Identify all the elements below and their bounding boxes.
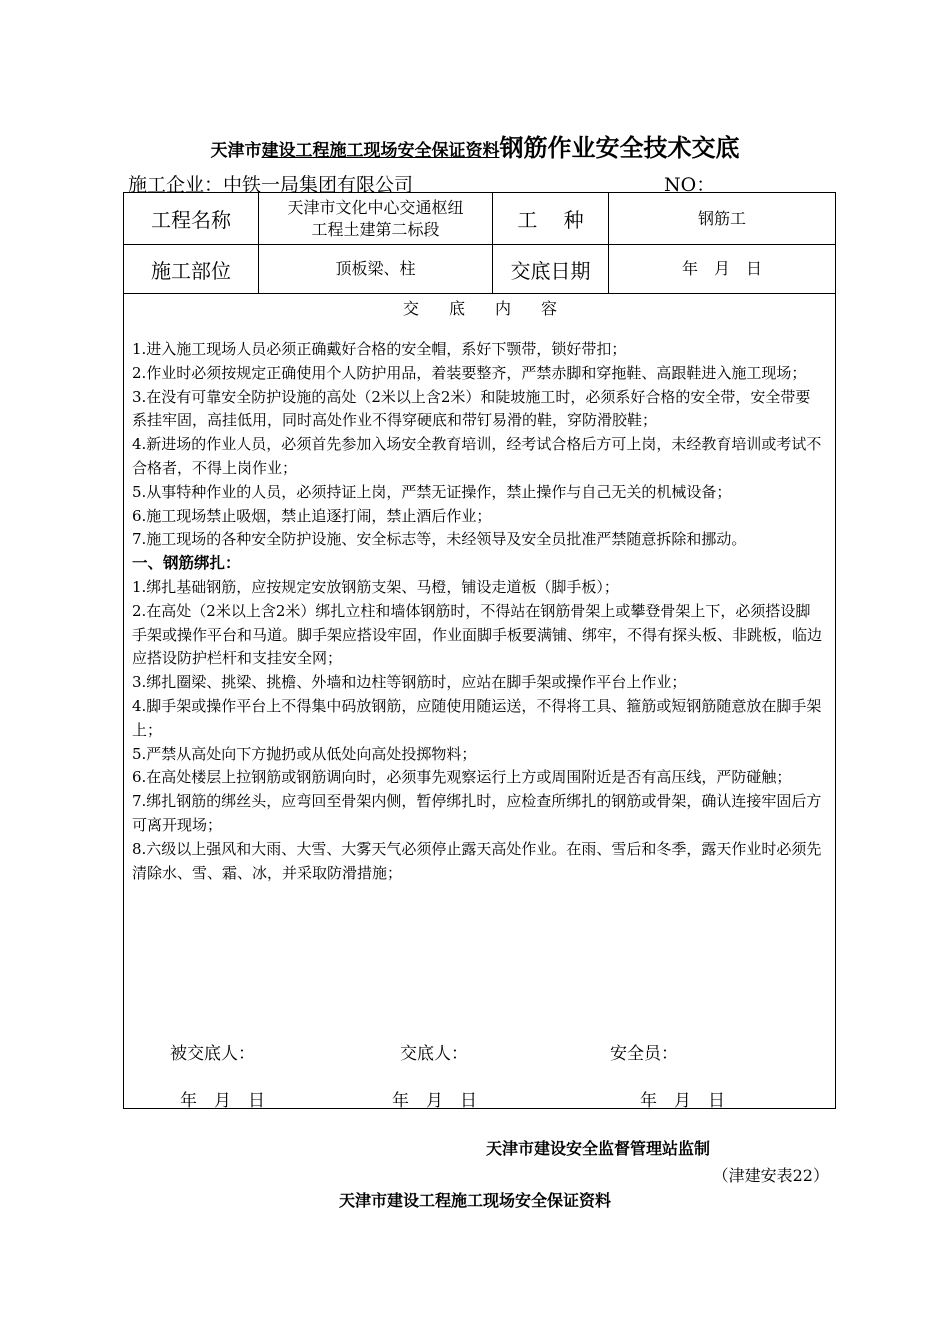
document-title <box>0 128 950 163</box>
section-line: 6.在高处楼层上拉钢筋或钢筋调向时，必须事先观察运行上方或周围附近是否有高压线，严防碰触； <box>132 768 792 787</box>
section-line: 2.在高处（2米以上含2米）绑扎立柱和墙体钢筋时，不得站在钢筋骨架上或攀登骨架上下，必须搭设脚手架或操作平台和马道。脚手架应搭设牢固，作业面脚手板要满铺、绑牢，不得有探头板、非跳板，临边应搭设防护栏杆和支挂安全网； <box>132 601 823 668</box>
construction-part-label: 施工部位 <box>151 258 231 283</box>
disclosure-date-value: 年 月 日 <box>681 259 762 278</box>
company-label: 施工企业： <box>128 174 224 196</box>
section-line: 3.绑扎圈梁、挑梁、挑檐、外墙和边柱等钢筋时，应站在脚手架或操作平台上作业； <box>132 673 687 692</box>
title-prefix: 天津市 <box>210 141 262 161</box>
content-line: 4.新进场的作业人员，必须首先参加入场安全教育培训，经考试合格后方可上岗，未经教育培训或考试不合格者，不得上岗作业； <box>132 435 822 477</box>
project-name-line1: 天津市文化中心交通枢纽 <box>287 197 464 217</box>
section-line: 7.绑扎钢筋的绑丝头，应弯回至骨架内侧，暂停绑扎时，应检查所绑扎的钢筋或骨架，确认连接牢固后方可离开现场； <box>132 792 822 834</box>
form-code: （津建安表22） <box>712 1166 829 1185</box>
content-body <box>132 338 822 885</box>
construction-part-value: 顶板梁、柱 <box>335 259 416 278</box>
content-line: 7.施工现场的各种安全防护设施、安全标志等，未经领导及安全员批准严禁随意拆除和挪动。 <box>132 530 747 549</box>
project-name-value <box>259 193 492 244</box>
document-number-label: NO： <box>664 174 716 196</box>
content-line: 6.施工现场禁止吸烟，禁止追逐打闹，禁止酒后作业； <box>132 506 492 525</box>
discloser-signature-label: 交底人： <box>400 1044 468 1064</box>
disclosure-date-label: 交底日期 <box>510 258 591 283</box>
content-line: 2.作业时必须按规定正确使用个人防护用品，着装要整齐，严禁赤脚和穿拖鞋、高跟鞋进入施工现场； <box>132 363 807 382</box>
trade-value: 钢筋工 <box>697 208 746 228</box>
section-line: 1.绑扎基础钢筋，应按规定安放钢筋支架、马橙，铺设走道板（脚手板）； <box>132 577 619 596</box>
section-heading: 一、钢筋绑扎： <box>132 554 241 573</box>
trade-label: 工 种 <box>517 208 584 232</box>
recipient-date: 年 月 日 <box>180 1091 265 1111</box>
footer-title: 天津市建设工程施工现场安全保证资料 <box>338 1191 611 1210</box>
content-heading: 交底内容 <box>402 299 587 318</box>
section-line: 4.脚手架或操作平台上不得集中码放钢筋，应随使用随运送，不得将工具、箍筋或短钢筋随意放在脚手架上； <box>132 696 822 739</box>
company-name: 中铁一局集团有限公司 <box>223 174 414 196</box>
supervisor-note: 天津市建设安全监督管理站监制 <box>486 1139 711 1158</box>
table-rule <box>123 293 836 294</box>
safety-officer-date: 年 月 日 <box>640 1091 725 1111</box>
title-underlined: 建设工程施工现场安全保证资料 <box>261 141 500 161</box>
section-line: 8.六级以上强风和大雨、大雪、大雾天气必须停止露天高处作业。在雨、雪后和冬季，露天作业时必须先清除水、雪、霜、冰，并采取防滑措施； <box>132 839 822 882</box>
discloser-date: 年 月 日 <box>392 1091 477 1111</box>
content-line: 1.进入施工现场人员必须正确戴好合格的安全帽，系好下颚带，锁好带扣； <box>132 340 627 358</box>
content-line: 5.从事特种作业的人员，必须持证上岗，严禁无证操作，禁止操作与自己无关的机械设备； <box>132 482 732 501</box>
title-main: 钢筋作业安全技术交底 <box>499 133 740 162</box>
project-name-label: 工程名称 <box>151 208 231 232</box>
content-line: 3.在没有可靠安全防护设施的高处（2米以上含2米）和陡坡施工时，必须系好合格的安全带，安全带要系挂牢固，高挂低用，同时高处作业不得穿硬底和带钉易滑的鞋，穿防滑胶鞋； <box>132 387 811 430</box>
recipient-signature-label: 被交底人： <box>170 1044 255 1064</box>
project-name-line2: 工程土建第二标段 <box>311 219 440 239</box>
safety-officer-signature-label: 安全员： <box>610 1044 678 1064</box>
section-line: 5.严禁从高处向下方抛扔或从低处向高处投掷物料； <box>132 744 477 763</box>
